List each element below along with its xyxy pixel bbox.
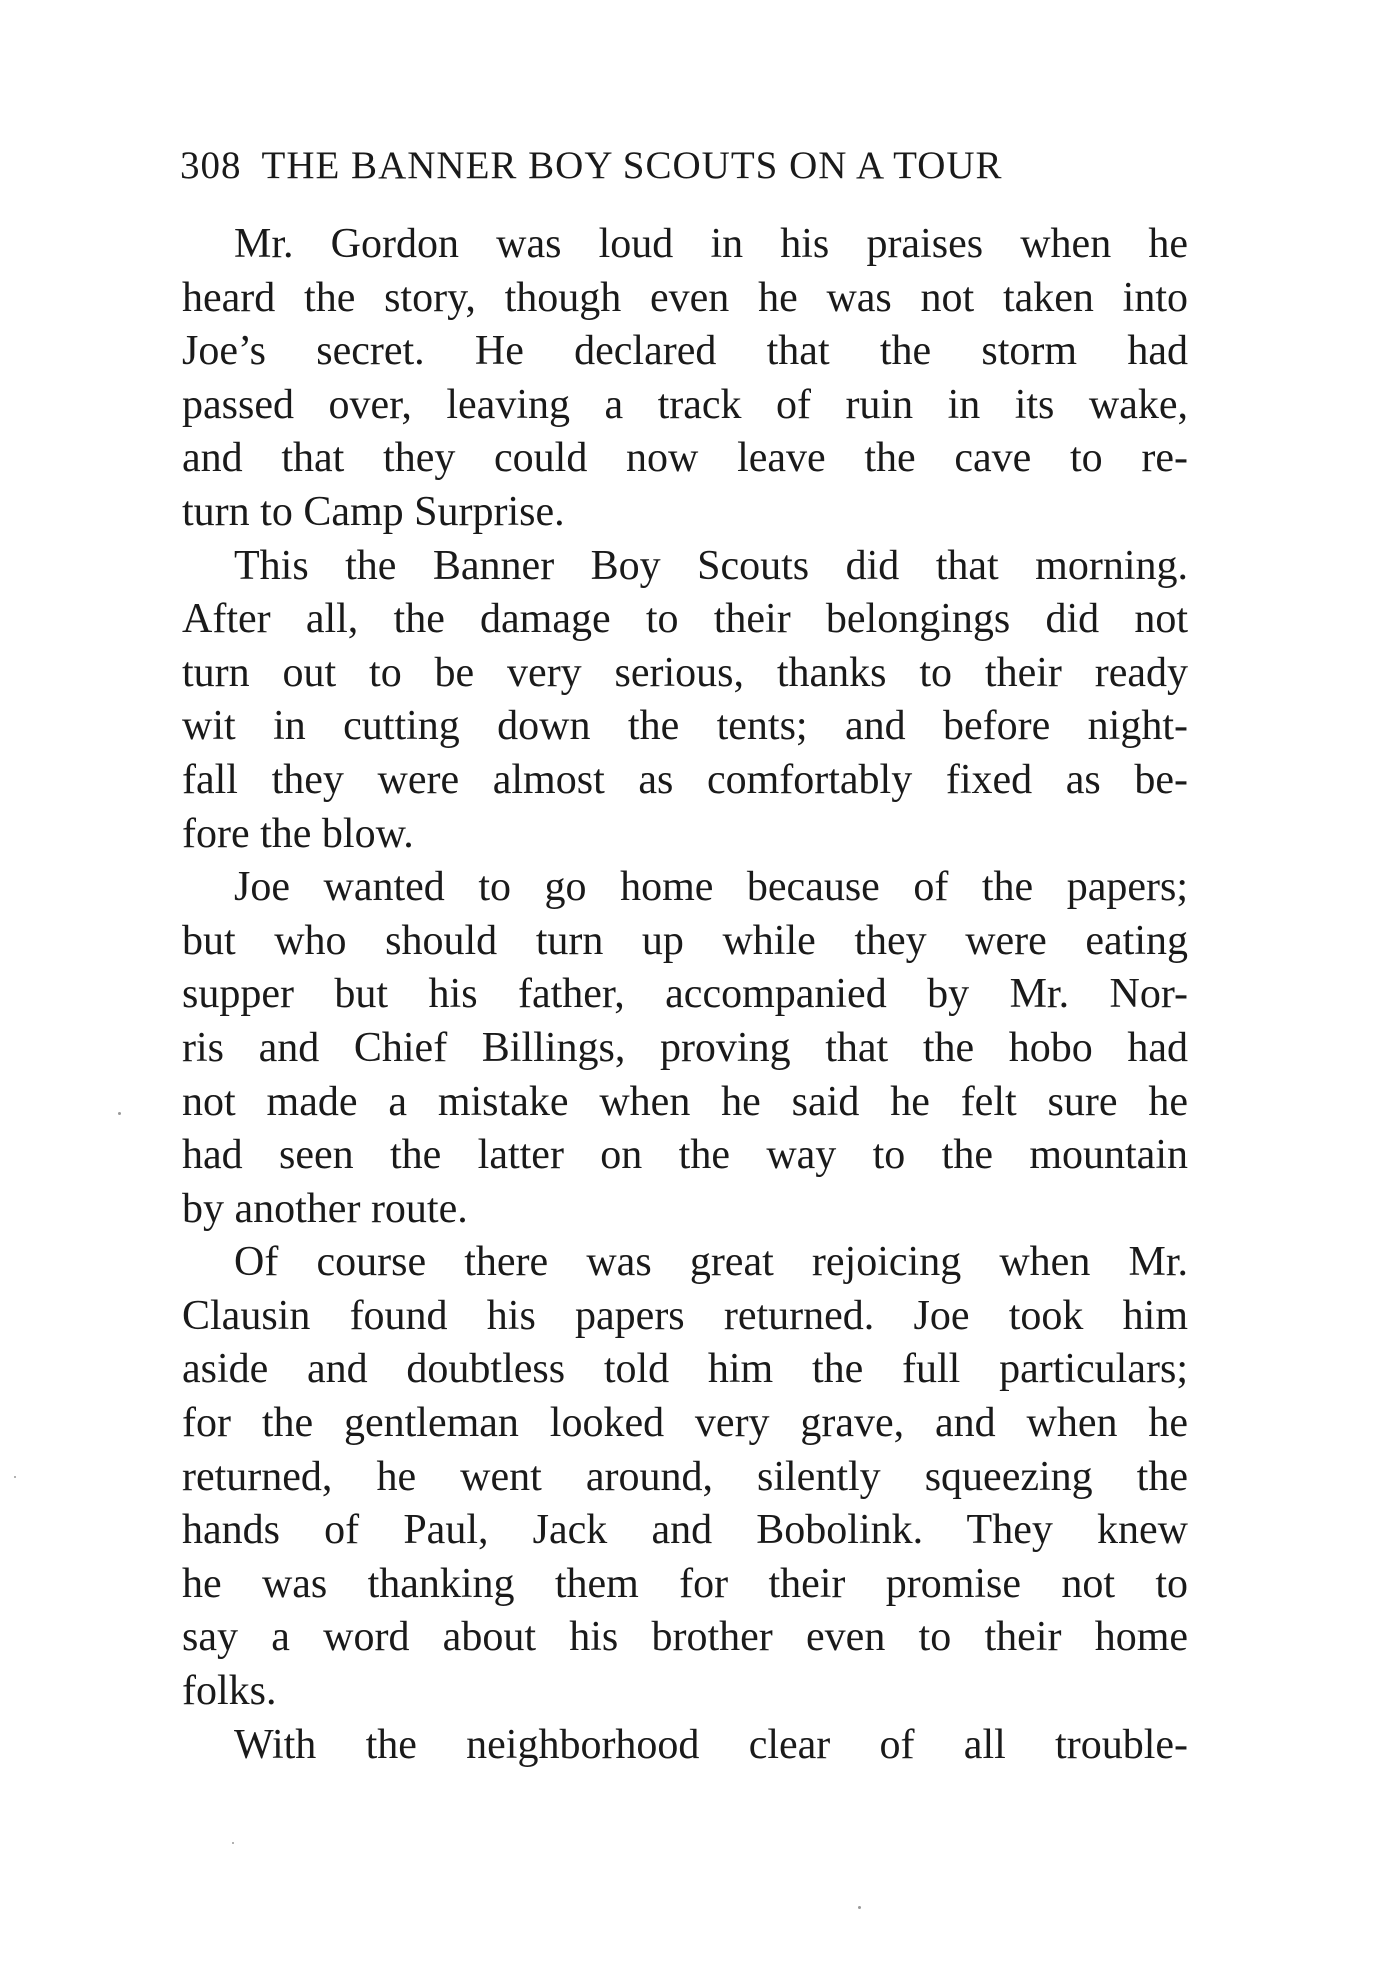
text-line: ris and Chief Billings, proving that the hobo had — [182, 1024, 1188, 1071]
text-line: Joe’s secret. He declared that the storm had — [182, 328, 1188, 375]
paragraph-1 — [182, 218, 1188, 540]
text-line: Of course there was great rejoicing when Mr. — [234, 1239, 1188, 1286]
body-text — [182, 218, 1188, 1772]
text-line: and that they could now leave the cave to re- — [182, 435, 1188, 482]
text-line: turn to Camp Surprise. — [182, 488, 565, 535]
text-line: fore the blow. — [182, 810, 414, 857]
text-line: but who should turn up while they were eating — [182, 917, 1188, 964]
text-line: by another route. — [182, 1185, 468, 1232]
scan-speck — [858, 1906, 861, 1909]
running-title: THE BANNER BOY SCOUTS ON A TOUR — [261, 144, 1003, 187]
text-line: Joe wanted to go home because of the papers; — [234, 864, 1188, 911]
text-line: This the Banner Boy Scouts did that morning. — [234, 542, 1188, 589]
paragraph-4 — [182, 1236, 1188, 1718]
text-line: passed over, leaving a track of ruin in its wake, — [182, 381, 1188, 428]
text-line: supper but his father, accompanied by Mr. Nor- — [182, 971, 1188, 1018]
scan-speck — [14, 1476, 16, 1478]
text-line: say a word about his brother even to their home — [182, 1614, 1188, 1661]
text-line: After all, the damage to their belongings did not — [182, 596, 1188, 643]
page-number: 308 — [180, 144, 242, 187]
text-line: Mr. Gordon was loud in his praises when he — [234, 221, 1188, 267]
text-line: Clausin found his papers returned. Joe took him — [182, 1292, 1188, 1339]
text-line: returned, he went around, silently squeezing the — [182, 1453, 1188, 1500]
text-line: he was thanking them for their promise not to — [182, 1560, 1188, 1607]
text-line: folks. — [182, 1668, 277, 1715]
text-line: fall they were almost as comfortably fixed as be- — [182, 756, 1188, 803]
text-line: hands of Paul, Jack and Bobolink. They knew — [182, 1507, 1188, 1554]
text-line: had seen the latter on the way to the mountain — [182, 1132, 1188, 1179]
text-line: With the neighborhood clear of all trouble- — [234, 1721, 1188, 1768]
running-head — [180, 142, 1190, 190]
text-line: aside and doubtless told him the full particulars; — [182, 1346, 1188, 1393]
text-line: for the gentleman looked very grave, and when he — [182, 1400, 1188, 1447]
paragraph-5 — [182, 1719, 1188, 1773]
text-line: wit in cutting down the tents; and before night- — [182, 703, 1188, 750]
text-line: turn out to be very serious, thanks to their ready — [182, 649, 1188, 696]
scan-speck — [118, 1112, 121, 1115]
scan-speck — [232, 1842, 234, 1844]
paragraph-3 — [182, 861, 1188, 1236]
text-line: heard the story, though even he was not taken into — [182, 274, 1188, 321]
paragraph-2 — [182, 540, 1188, 862]
text-line: not made a mistake when he said he felt sure he — [182, 1078, 1188, 1125]
